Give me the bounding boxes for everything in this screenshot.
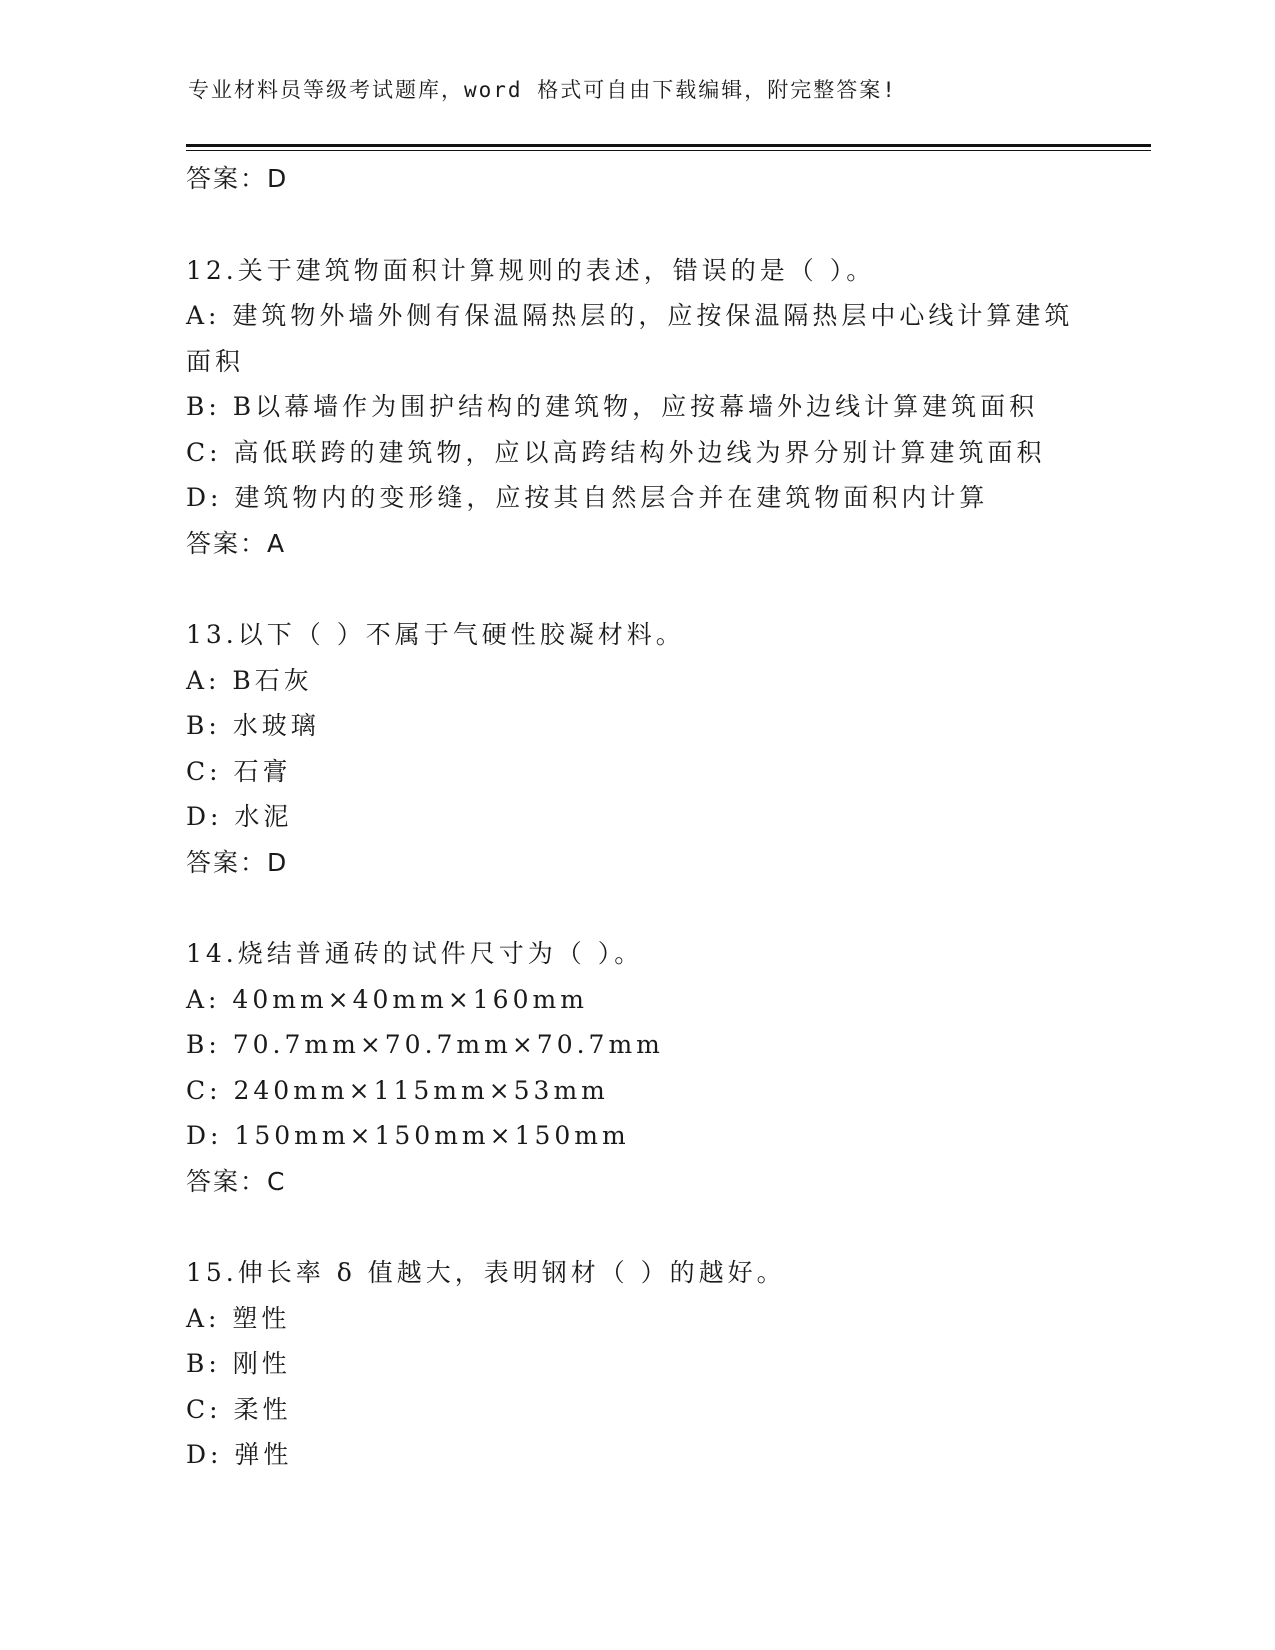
option-c: C: 柔性 (186, 1394, 292, 1424)
answer-line: 答案：D (186, 164, 289, 193)
question-block (186, 931, 1086, 1204)
option-d: D: 水泥 (186, 802, 293, 831)
question-block (186, 1250, 1086, 1478)
option-a: A: B石灰 (186, 665, 313, 695)
header-rule-thick (186, 144, 1151, 147)
answer-line: 答案：A (186, 528, 287, 558)
question-stem: 14.烧结普通砖的试件尺寸为（ ）。 (186, 939, 644, 968)
option-c: C: 高低联跨的建筑物，应以高跨结构外边线为界分别计算建筑面积 (186, 437, 1046, 467)
option-b: B: 刚性 (186, 1349, 291, 1378)
option-a: A: 40mm×40mm×160mm (186, 984, 588, 1014)
option-d: D: 建筑物内的变形缝，应按其自然层合并在建筑物面积内计算 (186, 483, 989, 512)
question-stem: 12.关于建筑物面积计算规则的表述，错误的是（ ）。 (186, 255, 876, 285)
option-d: D: 弹性 (186, 1440, 293, 1469)
option-b: B: 70.7mm×70.7mm×70.7mm (186, 1030, 664, 1059)
option-b: B: B以幕墙作为围护结构的建筑物，应按幕墙外边线计算建筑面积 (186, 392, 1039, 421)
option-b: B: 水玻璃 (186, 711, 320, 740)
question-list (186, 156, 1086, 1478)
option-d: D: 150mm×150mm×150mm (186, 1121, 630, 1150)
option-c: C: 240mm×115mm×53mm (186, 1075, 609, 1105)
option-a: A: 建筑物外墙外侧有保温隔热层的，应按保温隔热层中心线计算建筑面积 (186, 301, 1074, 376)
answer-line: 答案：C (186, 1166, 287, 1196)
page-header: 专业材料员等级考试题库，word 格式可自由下载编辑，附完整答案! (188, 78, 897, 102)
option-c: C: 石膏 (186, 756, 292, 786)
header-rule-thin (186, 150, 1151, 151)
option-a: A: 塑性 (186, 1303, 291, 1333)
answer-line: 答案：D (186, 847, 289, 877)
question-block (186, 248, 1086, 567)
question-stem: 15.伸长率 δ 值越大，表明钢材（ ）的越好。 (186, 1258, 786, 1287)
question-block (186, 612, 1086, 885)
question-stem: 13.以下（ ）不属于气硬性胶凝材料。 (186, 620, 685, 649)
